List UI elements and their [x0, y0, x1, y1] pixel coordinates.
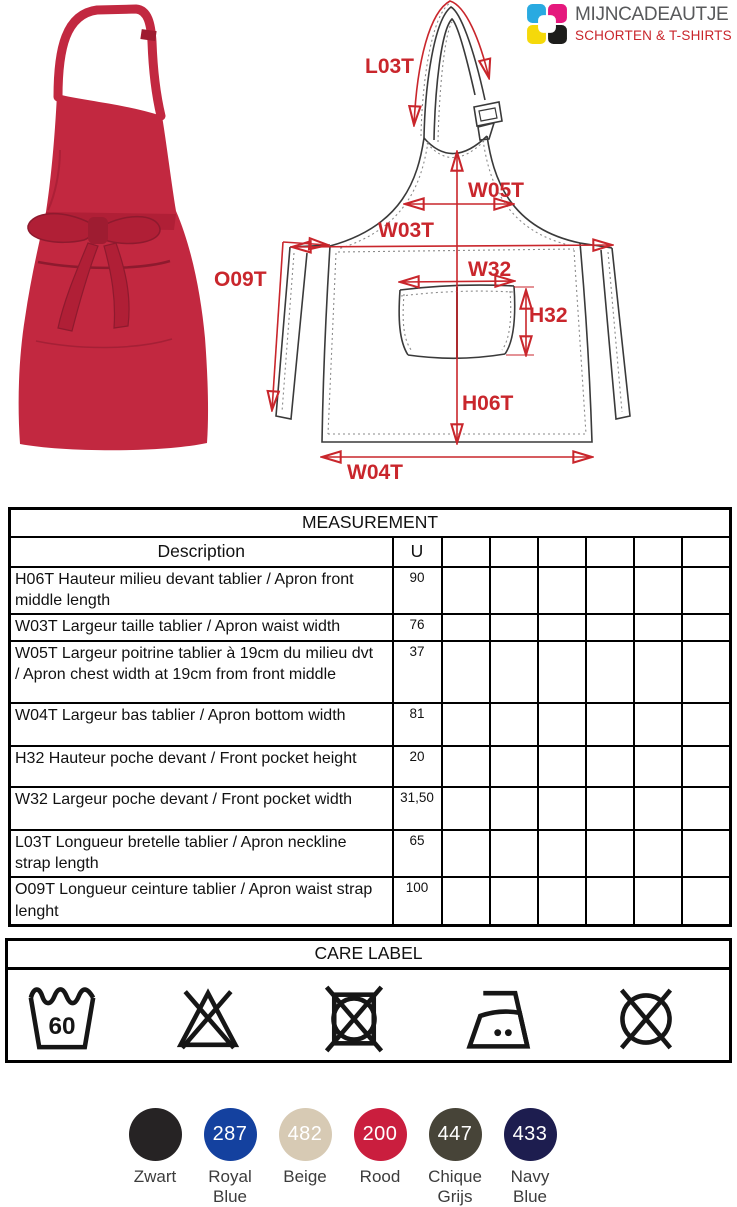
empty-cell — [490, 703, 538, 746]
color-code: 287 — [212, 1123, 248, 1145]
empty-cell — [586, 614, 634, 641]
table-row — [10, 787, 731, 830]
empty-cell — [634, 830, 682, 877]
empty-cell — [538, 877, 586, 925]
color-circle — [279, 1108, 332, 1161]
description-cell: W32 Largeur poche devant / Front pocket width — [10, 787, 393, 830]
empty-cell — [490, 787, 538, 830]
empty-cell — [442, 746, 490, 787]
care-icons-row — [8, 970, 729, 1060]
empty-cell — [586, 746, 634, 787]
empty-cell — [586, 703, 634, 746]
strap-adjuster — [140, 29, 156, 41]
empty-header-cell — [682, 537, 731, 567]
color-name: Chique Grijs — [428, 1167, 482, 1207]
empty-cell — [634, 567, 682, 614]
empty-cell — [538, 787, 586, 830]
dimension-label-h32: H32 — [529, 304, 568, 327]
color-option-zwart — [123, 1108, 187, 1207]
seam-stitch-lines — [282, 3, 622, 434]
color-name: Royal Blue — [208, 1167, 252, 1207]
do-not-tumble-dry-icon — [316, 981, 392, 1057]
brand-name: MIJNCADEAUTJE — [575, 4, 729, 25]
empty-cell — [538, 703, 586, 746]
value-cell: 81 — [393, 703, 442, 746]
empty-cell — [442, 830, 490, 877]
empty-cell — [538, 614, 586, 641]
brand-logo — [526, 3, 732, 45]
empty-cell — [490, 567, 538, 614]
table-row — [10, 830, 731, 877]
do-not-dry-clean-icon — [608, 981, 684, 1057]
garment-outline — [276, 7, 630, 442]
empty-cell — [442, 787, 490, 830]
description-cell: L03T Longueur bretelle tablier / Apron neckline strap length — [10, 830, 393, 877]
color-name: Zwart — [133, 1167, 177, 1186]
empty-cell — [538, 641, 586, 703]
empty-cell — [634, 787, 682, 830]
empty-header-cell — [538, 537, 586, 567]
color-name: Rood — [359, 1167, 401, 1186]
table-row — [10, 746, 731, 787]
empty-cell — [682, 746, 731, 787]
color-code: 433 — [512, 1123, 548, 1145]
color-option-beige — [273, 1108, 337, 1207]
description-cell: O09T Longueur ceinture tablier / Apron waist strap lenght — [10, 877, 393, 925]
description-cell: H32 Hauteur poche devant / Front pocket height — [10, 746, 393, 787]
color-option-royal-blue — [198, 1108, 262, 1207]
empty-cell — [490, 614, 538, 641]
value-cell: 37 — [393, 641, 442, 703]
color-circle — [429, 1108, 482, 1161]
empty-cell — [490, 641, 538, 703]
wash-temperature: 60 — [48, 1013, 76, 1041]
description-cell: H06T Hauteur milieu devant tablier / Apron front middle length — [10, 567, 393, 614]
color-name: Navy Blue — [510, 1167, 550, 1207]
dimension-label-w32: W32 — [468, 258, 512, 281]
do-not-bleach-icon — [170, 981, 246, 1057]
empty-cell — [538, 830, 586, 877]
color-circle — [504, 1108, 557, 1161]
iron-two-dots-icon — [462, 981, 538, 1057]
empty-cell — [442, 877, 490, 925]
empty-header-cell — [442, 537, 490, 567]
value-cell: 100 — [393, 877, 442, 925]
dimension-label-h06t: H06T — [462, 392, 514, 415]
empty-cell — [634, 703, 682, 746]
table-title: MEASUREMENT — [10, 509, 731, 538]
empty-cell — [442, 703, 490, 746]
value-cell: 90 — [393, 567, 442, 614]
value-cell: 65 — [393, 830, 442, 877]
empty-cell — [634, 877, 682, 925]
description-cell: W05T Largeur poitrine tablier à 19cm du milieu dvt / Apron chest width at 19cm from front middle — [10, 641, 393, 703]
technical-drawing — [198, 0, 668, 500]
color-circle — [129, 1108, 182, 1161]
empty-cell — [538, 567, 586, 614]
color-circle — [204, 1108, 257, 1161]
table-row — [10, 877, 731, 925]
empty-cell — [586, 787, 634, 830]
care-label-title: CARE LABEL — [8, 941, 729, 970]
wash-60-icon — [24, 981, 100, 1057]
table-row — [10, 703, 731, 746]
care-label-section — [5, 938, 732, 1063]
table-row — [10, 641, 731, 703]
color-option-rood — [348, 1108, 412, 1207]
color-options — [123, 1108, 562, 1207]
unit-header: U — [393, 537, 442, 567]
empty-cell — [682, 641, 731, 703]
dimension-label-w03t: W03T — [378, 219, 435, 242]
empty-cell — [490, 877, 538, 925]
table-row — [10, 567, 731, 614]
logo-mark-icon — [526, 3, 568, 45]
color-name: Beige — [283, 1167, 327, 1186]
empty-cell — [586, 830, 634, 877]
dimension-label-o09t: O09T — [214, 268, 267, 291]
table-title-row — [10, 509, 731, 538]
empty-cell — [682, 787, 731, 830]
empty-header-cell — [634, 537, 682, 567]
measurement-table — [8, 507, 732, 927]
empty-cell — [538, 746, 586, 787]
color-circle — [354, 1108, 407, 1161]
empty-header-cell — [586, 537, 634, 567]
color-option-navy-blue — [498, 1108, 562, 1207]
value-cell: 20 — [393, 746, 442, 787]
table-row — [10, 614, 731, 641]
empty-cell — [586, 641, 634, 703]
value-cell: 76 — [393, 614, 442, 641]
empty-cell — [682, 877, 731, 925]
color-option-chique-grijs — [423, 1108, 487, 1207]
empty-header-cell — [490, 537, 538, 567]
empty-cell — [442, 614, 490, 641]
dimension-label-w05t: W05T — [468, 179, 525, 202]
description-cell: W03T Largeur taille tablier / Apron waist width — [10, 614, 393, 641]
empty-cell — [682, 703, 731, 746]
empty-cell — [682, 830, 731, 877]
empty-cell — [442, 567, 490, 614]
empty-cell — [634, 746, 682, 787]
color-code: 447 — [437, 1123, 473, 1145]
color-code: 200 — [362, 1123, 398, 1145]
description-cell: W04T Largeur bas tablier / Apron bottom width — [10, 703, 393, 746]
empty-cell — [586, 567, 634, 614]
brand-tagline: SCHORTEN & T-SHIRTS — [575, 27, 732, 43]
description-header: Description — [10, 537, 393, 567]
dimension-label-l03t: L03T — [365, 55, 415, 78]
empty-cell — [490, 830, 538, 877]
empty-cell — [586, 877, 634, 925]
empty-cell — [442, 641, 490, 703]
empty-cell — [490, 746, 538, 787]
empty-cell — [682, 567, 731, 614]
empty-cell — [682, 614, 731, 641]
bow-knot — [88, 217, 108, 244]
apron-schematic — [198, 0, 668, 500]
dimension-label-w04t: W04T — [347, 461, 404, 484]
empty-cell — [634, 614, 682, 641]
table-header-row — [10, 537, 731, 567]
empty-cell — [634, 641, 682, 703]
value-cell: 31,50 — [393, 787, 442, 830]
color-code: 482 — [287, 1123, 323, 1145]
